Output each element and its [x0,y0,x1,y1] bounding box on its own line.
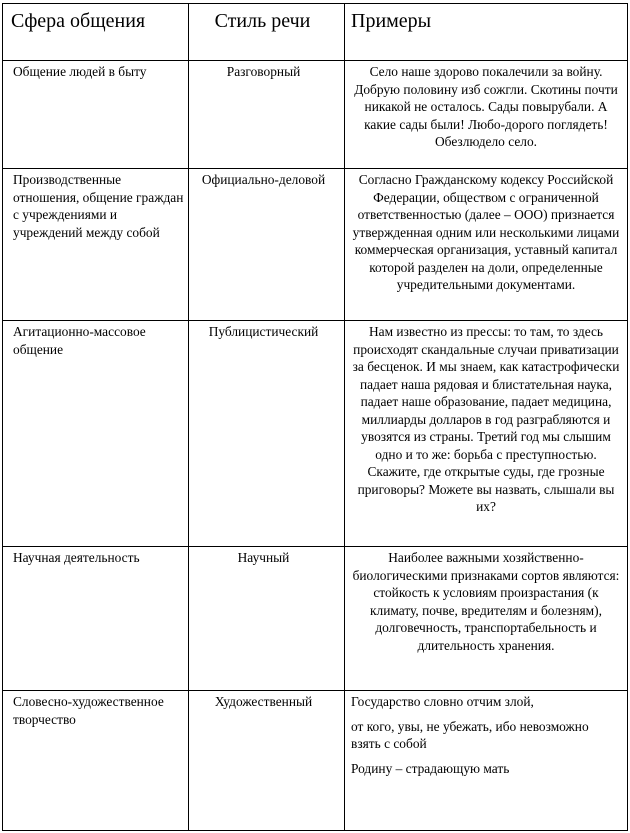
sphere-cell: Словесно-художественное творчество [3,691,189,831]
sphere-cell: Производственные отношения, общение граждан с учреждениями и учреждений между собой [3,169,189,321]
example-text: Наиболее важными хозяйственно-биологическими признаками сортов являются: стойкость к условиям произрастания (к климату, почве, вредителям и болезням), долговечность, транспортабельность и длительность хранения. [352,550,620,653]
example-text: Нам известно из прессы: то там, то здесь происходят скандальные случаи приватизации за бесценок. И мы знаем, как катастрофически падает наша рядовая и блистательная наука, падает наше образование, падает медицина, миллиарды долларов в год разграбляются и увозятся из страны. Третий год мы слышим одно и то же: борьба с преступностью. Скажите, где открытые суды, где грозные приговоры? Можете вы назвать, слышали вы их? [352,324,620,514]
sphere-cell: Общение людей в быту [3,61,189,169]
poem-line: от кого, увы, не убежать, ибо невозможно взять с собой [351,718,589,751]
style-cell: Научный [189,547,345,691]
style-cell: Разговорный [189,61,345,169]
speech-styles-table [2,3,628,831]
style-cell: Официально-деловой [189,169,345,321]
table-row [3,321,628,547]
sphere-cell: Научная деятельность [3,547,189,691]
example-cell [345,61,628,169]
header-row [3,4,628,61]
table-row [3,691,628,831]
example-cell [345,169,628,321]
header-sphere: Сфера общения [3,4,189,61]
example-cell [345,321,628,547]
table-row [3,61,628,169]
header-style: Стиль речи [189,4,345,61]
poem-line: Родину – страдающую мать [351,760,510,776]
style-cell: Художественный [189,691,345,831]
poem-line: Государство словно отчим злой, [351,694,534,709]
example-text: Село наше здорово покалечили за войну. Добрую половину изб сожгли. Скотины почти никакой не осталось. Сады повырубали. А какие сады были! Любо-дорого поглядеть! Обезлюдело село. [354,64,618,149]
example-cell [345,691,628,831]
header-examples: Примеры [345,4,628,61]
table-row [3,547,628,691]
example-cell [345,547,628,691]
sphere-cell: Агитационно-массовое общение [3,321,189,547]
style-cell: Публицистический [189,321,345,547]
table-row [3,169,628,321]
example-text: Согласно Гражданскому кодексу Российской Федерации, обществом с ограниченной ответственностью (далее – ООО) признается утвержденная одним или несколькими лицами коммерческая организация, уставный капитал которой разделен на доли, определенные учредительными документами. [352,172,620,292]
